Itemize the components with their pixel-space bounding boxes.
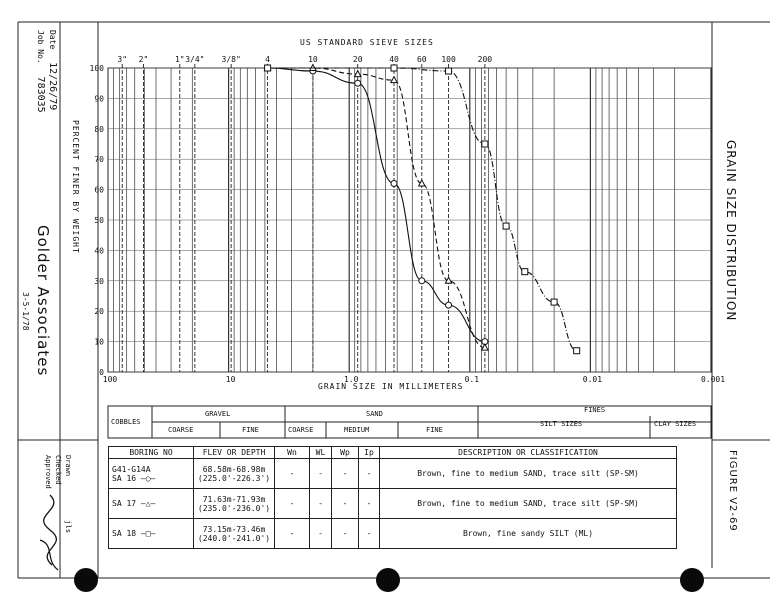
sieve-label: 3/4" [185, 55, 205, 64]
binder-hole [74, 568, 98, 592]
gravel-fine-label: FINE [242, 426, 259, 434]
boring-id: G41-G14A [112, 464, 151, 474]
wn-cell: - [275, 489, 310, 519]
stamp-text: 3-5-1/78 [21, 292, 30, 331]
depth-cell: 68.58m-68.98m (225.0'-226.3') [194, 459, 275, 489]
job-label: Job No. [36, 30, 45, 64]
description-cell: Brown, fine to medium SAND, trace silt (SP-SM) [380, 489, 677, 519]
col-boring: BORING NO [109, 447, 194, 459]
y-tick-label: 40 [94, 246, 104, 256]
approved-label: Approved [44, 455, 52, 489]
table-row [109, 489, 677, 519]
figure-number: FIGURE V2-69 [727, 450, 738, 532]
x-tick-label: 0.001 [700, 375, 726, 384]
col-wl: WL [310, 447, 332, 459]
drawn-label: Drawn [64, 455, 72, 477]
sieve-label: 3" [117, 55, 128, 64]
col-depth: FLEV OR DEPTH [194, 447, 275, 459]
sample-label: SA 17 —△— [112, 499, 156, 508]
description-cell: Brown, fine sandy SILT (ML) [380, 519, 677, 549]
ip-cell: - [359, 489, 380, 519]
table-header-row [109, 447, 677, 459]
drawn-value: jls [64, 520, 72, 533]
y-tick-label: 80 [94, 124, 104, 134]
sieve-label: 100 [441, 55, 456, 64]
x-tick-label: 0.1 [464, 375, 480, 384]
y-tick-label: 100 [89, 64, 104, 73]
sample-label: SA 16 —○— [112, 473, 156, 483]
col-ip: Ip [359, 447, 380, 459]
x-tick-label: 10 [225, 375, 236, 384]
sieve-label: 20 [352, 55, 363, 64]
x-tick-label: 100 [102, 375, 118, 384]
sieve-label: 1" [174, 55, 185, 64]
fines-label: FINES [584, 406, 606, 414]
clay-label: CLAY SIZES [654, 420, 697, 428]
sand-coarse-label: COARSE [288, 426, 314, 434]
sieve-title: US STANDARD SIEVE SIZES [300, 38, 434, 47]
triangle-marker-icon: —△— [140, 499, 156, 508]
wp-cell: - [332, 519, 359, 549]
y-tick-label: 50 [94, 216, 104, 225]
wl-cell: - [310, 489, 332, 519]
silt-label: SILT SIZES [540, 420, 583, 428]
square-marker-icon: —□— [140, 529, 156, 538]
figure-title: GRAIN SIZE DISTRIBUTION [724, 140, 738, 322]
boring-cell [109, 489, 194, 519]
sample-label: SA 18 —□— [112, 529, 156, 538]
y-axis-label: PERCENT FINER BY WEIGHT [71, 120, 80, 254]
job-value: 783035 [35, 76, 46, 113]
wl-cell: - [310, 459, 332, 489]
table-row [109, 519, 677, 549]
sieve-label: 2" [138, 55, 149, 64]
table-row [109, 459, 677, 489]
sieve-label: 3/8" [221, 55, 241, 64]
y-tick-label: 10 [94, 337, 104, 347]
wn-cell: - [275, 519, 310, 549]
sieve-label: 10 [308, 55, 318, 64]
wn-cell: - [275, 459, 310, 489]
description-cell: Brown, fine to medium SAND, trace silt (SP-SM) [380, 459, 677, 489]
properties-table [108, 446, 677, 549]
y-tick-label: 90 [94, 94, 104, 104]
sand-medium-label: MEDIUM [344, 426, 370, 434]
sand-label: SAND [366, 410, 383, 418]
circle-marker-icon: —○— [140, 473, 156, 483]
sieve-label: 40 [389, 55, 399, 64]
gravel-coarse-label: COARSE [168, 426, 194, 434]
ip-cell: - [359, 459, 380, 489]
gravel-label: GRAVEL [205, 410, 231, 418]
x-tick-label: 1.0 [343, 375, 359, 384]
wp-cell: - [332, 459, 359, 489]
date-value: 12/26/79 [47, 62, 58, 111]
y-tick-label: 0 [99, 368, 104, 377]
depth-cell: 73.15m-73.46m (240.0'-241.0') [194, 519, 275, 549]
binder-hole [680, 568, 704, 592]
boring-cell [109, 519, 194, 549]
boring-cell [109, 459, 194, 489]
signature [20, 490, 70, 580]
y-tick-label: 70 [94, 155, 104, 165]
col-description: DESCRIPTION OR CLASSIFICATION [380, 447, 677, 459]
sieve-label: 4 [265, 55, 271, 64]
col-wn: Wn [275, 447, 310, 459]
y-tick-label: 30 [94, 276, 104, 286]
col-wp: Wp [332, 447, 359, 459]
ip-cell: - [359, 519, 380, 549]
sieve-label: 60 [416, 55, 427, 64]
depth-cell: 71.63m-71.93m (235.0'-236.0') [194, 489, 275, 519]
cobbles-label: COBBLES [111, 418, 141, 426]
y-tick-label: 60 [94, 185, 104, 195]
checked-label: Checked [54, 455, 62, 485]
wl-cell: - [310, 519, 332, 549]
wp-cell: - [332, 489, 359, 519]
x-axis-label: GRAIN SIZE IN MILLIMETERS [318, 382, 464, 391]
x-tick-label: 0.01 [582, 375, 603, 384]
company-name: Golder Associates [34, 225, 52, 377]
sieve-label: 200 [477, 55, 493, 64]
date-label: Date [48, 30, 57, 50]
binder-hole [376, 568, 400, 592]
sand-fine-label: FINE [426, 426, 443, 434]
y-tick-label: 20 [94, 307, 104, 317]
